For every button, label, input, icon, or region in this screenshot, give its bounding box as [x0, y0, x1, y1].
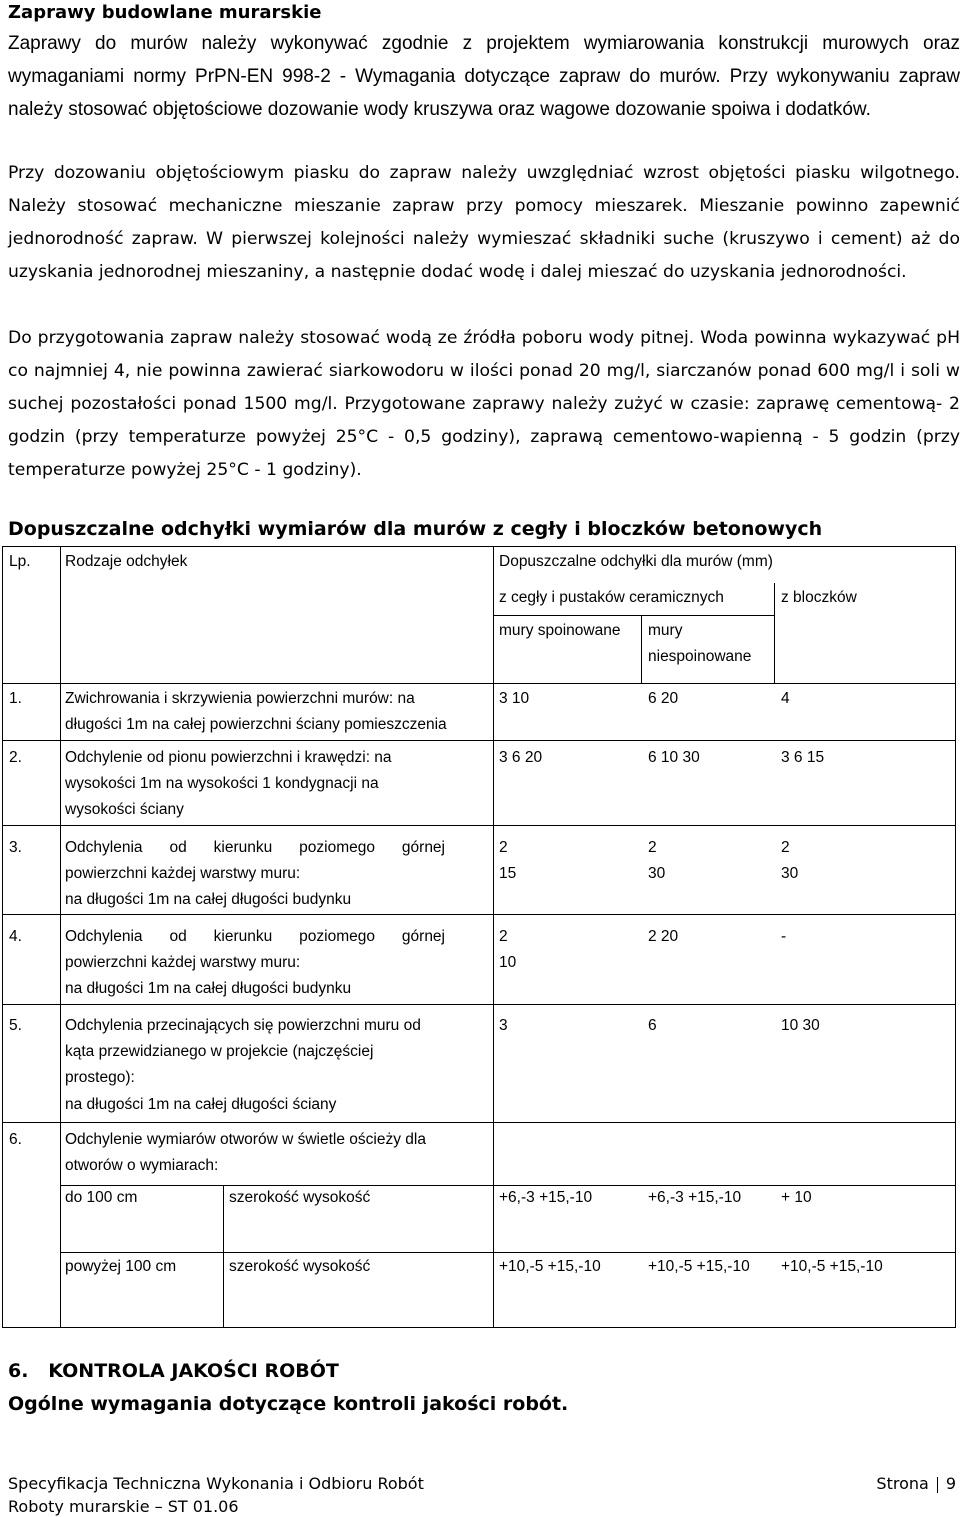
- header-allowed: Dopuszczalne odchyłki dla murów (mm): [499, 553, 773, 570]
- row-1-block: 4: [781, 690, 790, 707]
- header-lp: Lp.: [9, 553, 31, 570]
- footer-spec-code: Roboty murarskie – ST 01.06: [8, 1497, 239, 1516]
- row-2-kind-line: wysokości 1m na wysokości 1 kondygnacji na: [65, 775, 379, 792]
- row-5-kind-line: Odchylenia przecinających się powierzchni muru od: [65, 1017, 421, 1034]
- header-kind: Rodzaje odchyłek: [65, 553, 188, 570]
- row-2-kind-line: wysokości ściany: [65, 801, 184, 818]
- row-6-kind-line: otworów o wymiarach:: [65, 1157, 219, 1174]
- section-subheading: Ogólne wymagania dotyczące kontroli jakości robót.: [8, 1393, 569, 1415]
- row-2-block: 3 6 15: [781, 749, 825, 766]
- row-1-unjointed: 6 20: [648, 690, 679, 707]
- row-3-jointed: 2: [499, 839, 508, 856]
- header-brick: z cegły i pustaków ceramicznych: [499, 589, 724, 606]
- row-3-kind-line: powierzchni każdej warstwy muru:: [65, 865, 301, 882]
- section-title: Zaprawy budowlane murarskie: [8, 2, 322, 23]
- row-4-jointed: 2: [499, 928, 508, 945]
- row-5-kind-line: kąta przewidzianego w projekcie (najczęściej: [65, 1043, 374, 1060]
- row-1-kind-line: długości 1m na całej powierzchni ściany pomieszczenia: [65, 716, 447, 733]
- row-6a-dims: szerokość wysokość: [229, 1189, 371, 1206]
- row-3-jointed-2: 15: [499, 865, 517, 882]
- row-5-kind-line: prostego):: [65, 1069, 135, 1086]
- row-4-kind-line: powierzchni każdej warstwy muru:: [65, 954, 301, 971]
- row-6a-jointed: +6,-3 +15,-10: [499, 1189, 593, 1206]
- row-5-lp: 5.: [9, 1017, 22, 1034]
- row-6b-jointed: +10,-5 +15,-10: [499, 1258, 601, 1275]
- footer-separator: [937, 1477, 938, 1493]
- row-4-kind-line: na długości 1m na całej długości budynku: [65, 980, 352, 997]
- row-6b-size: powyżej 100 cm: [65, 1258, 177, 1275]
- row-3-unjointed-2: 30: [648, 865, 666, 882]
- paragraph-water: Do przygotowania zapraw należy stosować wodą ze źródła poboru wody pitnej. Woda powinna wykazywać pH co najmniej 4, nie powinna zawierać siarkowodoru w ilości ponad 20 mg/l, siarczanów ponad 600 mg/l i soli w suchej pozostałości ponad 1500 mg/l. Przygotowane zaprawy należy zużyć w czasie: zaprawę cementową- 2 godzin (przy temperaturze powyżej 25°C - 0,5 godziny), zaprawą cementowo-wapienną - 5 godzin (przy temperaturze powyżej 25°C - 1 godziny).: [8, 328, 960, 480]
- row-3-block-2: 30: [781, 865, 799, 882]
- row-3-lp: 3.: [9, 839, 22, 856]
- row-3-unjointed: 2: [648, 839, 657, 856]
- table-title: Dopuszczalne odchyłki wymiarów dla murów z cegły i bloczków betonowych: [8, 518, 823, 540]
- row-5-jointed: 3: [499, 1017, 508, 1034]
- row-5-kind-line: na długości 1m na całej długości ściany: [65, 1096, 337, 1113]
- row-4-unjointed: 2 20: [648, 928, 679, 945]
- row-4-block: -: [781, 928, 787, 945]
- row-4-jointed-2: 10: [499, 954, 517, 971]
- row-3-kind-line: Odchylenia od kierunku poziomego górnej: [65, 839, 445, 856]
- row-2-unjointed: 6 10 30: [648, 749, 700, 766]
- row-3-block: 2: [781, 839, 790, 856]
- row-4-lp: 4.: [9, 928, 22, 945]
- row-5-block: 10 30: [781, 1017, 820, 1034]
- row-6a-unjointed: +6,-3 +15,-10: [648, 1189, 742, 1206]
- footer-page-number: 9: [945, 1474, 956, 1493]
- tolerance-table: [2, 546, 956, 1328]
- row-6b-unjointed: +10,-5 +15,-10: [648, 1258, 750, 1275]
- row-6-lp: 6.: [9, 1131, 22, 1148]
- row-6b-block: +10,-5 +15,-10: [781, 1258, 883, 1275]
- row-4-kind-line: Odchylenia od kierunku poziomego górnej: [65, 928, 445, 945]
- header-jointed: mury spoinowane: [499, 622, 621, 639]
- row-6b-dims: szerokość wysokość: [229, 1258, 371, 1275]
- header-block: z bloczków: [781, 589, 857, 606]
- paragraph-dosing: Przy dozowaniu objętościowym piasku do zapraw należy uwzględniać wzrost objętości piasku wilgotnego. Należy stosować mechaniczne mieszanie zapraw przy pomocy mieszarek. Mieszanie powinno zapewnić jednorodność zapraw. W pierwszej kolejności należy wymieszać składniki suche (kruszywo i cement) aż do uzyskania jednorodnej mieszaniny, a następnie dodać wodę i dalej mieszać do uzyskania jednorodności.: [8, 163, 960, 282]
- row-1-lp: 1.: [9, 690, 22, 707]
- row-2-jointed: 3 6 20: [499, 749, 543, 766]
- header-unjointed-1: mury: [648, 622, 683, 639]
- row-3-kind-line: na długości 1m na całej długości budynku: [65, 891, 352, 908]
- section-heading: 6. KONTROLA JAKOŚCI ROBÓT: [8, 1360, 339, 1382]
- row-2-kind-line: Odchylenie od pionu powierzchni i krawędzi: na: [65, 749, 392, 766]
- row-6-kind-line: Odchylenie wymiarów otworów w świetle ościeży dla: [65, 1131, 426, 1148]
- header-unjointed-2: niespoinowane: [648, 648, 752, 665]
- footer-page-label: Strona: [876, 1474, 929, 1493]
- row-6a-size: do 100 cm: [65, 1189, 138, 1206]
- row-1-jointed: 3 10: [499, 690, 530, 707]
- paragraph-mortar-intro: Zaprawy do murów należy wykonywać zgodnie z projektem wymiarowania konstrukcji murowych oraz wymaganiami normy PrPN-EN 998-2 - Wymagania dotyczące zapraw do murów. Przy wykonywaniu zapraw należy stosować objętościowe dozowanie wody kruszywa oraz wagowe dozowanie spoiwa i dodatków.: [8, 33, 960, 120]
- footer-spec-title: Specyfikacja Techniczna Wykonania i Odbioru Robót: [8, 1474, 424, 1493]
- footer-page: [876, 1474, 956, 1493]
- row-6a-block: + 10: [781, 1189, 812, 1206]
- row-1-kind-line: Zwichrowania i skrzywienia powierzchni murów: na: [65, 690, 415, 707]
- row-5-unjointed: 6: [648, 1017, 657, 1034]
- row-2-lp: 2.: [9, 749, 22, 766]
